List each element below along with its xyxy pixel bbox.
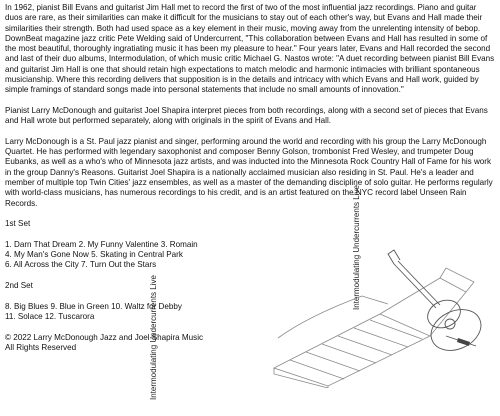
set2-line: 11. Solace 12. Tuscarora (5, 311, 95, 321)
interpretation-paragraph: Pianist Larry McDonough and guitarist Joel Shapira interpret pieces from both recordings, along with a second set of pieces that Evans and Hall wrote but performed separately, along with originals in the spirit of Evans and Hall. (5, 105, 488, 126)
set1-line: 4. My Man's Gone Now 5. Skating in Central Park (5, 250, 183, 260)
bio-paragraph: Larry McDonough is a St. Paul jazz pianist and singer, performing around the world and recording with his group the Larry McDonough Quartet. He has performed with legendary saxophonist and composer Benny Golson, trombonist Fred Wesley, and trumpeter Doug Eubanks, as well as a who's who of Minnesota jazz artists, and was inducted into the Minnesota Rock Country Hall of Fame for his work in the group Danny's Reasons. Guitarist Joel Shapira is a nationally acclaimed musician also residing in St. Paul. He's a leader and member of multiple top Twin Cities' jazz ensembles, as well as a master of the demanding discipline of solo guitar. He performs regularly with world-class musicians, has numerous recordings to his credit, and is an artist featured on the NYC record label Unseen Rain Records. (5, 136, 493, 208)
rights-line: All Rights Reserved (5, 342, 77, 352)
set2-heading: 2nd Set (5, 281, 33, 291)
intro-paragraph: In 1962, pianist Bill Evans and guitarist Jim Hall met to record the first of two of the most influential jazz recordings. Piano and guitar duos are rare, as their similarities can make it difficult for the musicians to stay out of each other's way, but Evans and Hall made their similarities their strength. Both had used space as a key element in their music, moving away from the unrelenting intensity of bebop. DownBeat magazine jazz critic Pete Welding said of Undercurrent, "This collaboration between Evans and Hall has resulted in some of the most beautiful, thoroughly ingratiating music it has been my pleasure to hear." Four years later, Evans and Hall recorded the second and last of their duo albums, Intermodulation, of which music critic Michael G. Nastos wrote: "A duet recording between pianist Bill Evans and guitarist Jim Hall is one that should retain high expectations to match melodic and harmonic intimacies with brilliant spontaneous musicianship. Where this recording delivers that supposition is in the details and intricacy with which Evans and Hall work, guided by simple framings of standard songs made into personal statements that include no small amounts of innovation." (5, 3, 495, 95)
set1-heading: 1st Set (5, 219, 31, 229)
set1-line: 6. All Across the City 7. Turn Out the Stars (5, 260, 157, 270)
copyright-line: © 2022 Larry McDonough Jazz and Joel Shapira Music (5, 332, 204, 342)
vertical-album-title-left: Intermodulating Undercurrents Live (149, 275, 158, 400)
piano-guitar-sketch (270, 238, 498, 388)
set1-line: 1. Darn That Dream 2. My Funny Valentine 3. Romain (5, 239, 198, 249)
set2-line: 8. Big Blues 9. Blue in Green 10. Waltz for Debby (5, 301, 182, 311)
vertical-album-title-right: Intermodulating Undercurrents Live (352, 185, 361, 310)
